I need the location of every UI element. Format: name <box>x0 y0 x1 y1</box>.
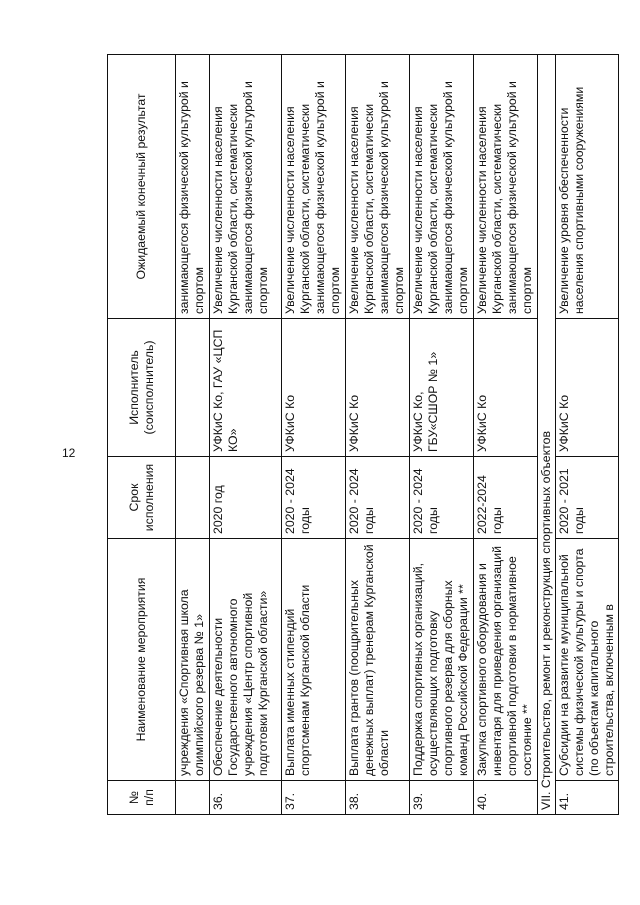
cell-result: Увеличение численности населения Курганской области, систематически занимающегося физической культурой и спортом <box>282 55 346 319</box>
cell-name: Поддержка спортивных организаций, осуществляющих подготовку спортивного резерва для сборных команд Российской Федерации ** <box>410 539 474 781</box>
cell-term: 2020 - 2021 годы <box>556 457 619 539</box>
table-row <box>474 55 538 815</box>
cell-name: Обеспечение деятельности Государственного автономного учреждения «Центр спортивной подготовки Курганской области» <box>210 539 282 781</box>
cell-name: Выплата грантов (поощрительных денежных выплат) тренерам Курганской области <box>346 539 410 781</box>
cell-executor <box>176 319 210 457</box>
table-row <box>410 55 474 815</box>
page-number: 12 <box>62 446 76 460</box>
cell-executor: УФКиС Ко <box>346 319 410 457</box>
cell-result: Увеличение уровня обеспеченности населения спортивными сооружениями <box>556 55 619 319</box>
section-row <box>538 55 556 815</box>
cell-result: занимающегося физической культурой и спортом <box>176 55 210 319</box>
cell-name: Закупка спортивного оборудования и инвентаря для приведения организаций спортивной подготовки в нормативное состояние ** <box>474 539 538 781</box>
cell-executor: УФКиС Ко, ГБУ«СШОР № 1» <box>410 319 474 457</box>
table-header-row <box>108 55 176 815</box>
cell-result: Увеличение численности населения Курганской области, систематически занимающегося физической культурой и спортом <box>474 55 538 319</box>
section-heading: VII. Строительство, ремонт и реконструкция спортивных объектов <box>538 55 556 815</box>
cell-term: 2022-2024 годы <box>474 457 538 539</box>
table-row <box>282 55 346 815</box>
header-name: Наименование мероприятия <box>108 539 176 781</box>
cell-name: Выплата именных стипендий спортсменам Курганской области <box>282 539 346 781</box>
cell-name: Субсидии на развитие муниципальной системы физической культуры и спорта (по объектам капитального строительства, включенным в <box>556 539 619 781</box>
cell-num: 39. <box>410 781 474 815</box>
header-num: № п/п <box>108 781 176 815</box>
cell-num <box>176 781 210 815</box>
header-term: Срок исполнения <box>108 457 176 539</box>
cell-term: 2020 - 2024 годы <box>410 457 474 539</box>
cell-name: учреждения «Спортивная школа олимпийского резерва № 1» <box>176 539 210 781</box>
events-table <box>107 54 619 815</box>
table-row <box>210 55 282 815</box>
table-row <box>176 55 210 815</box>
table-row <box>556 55 619 815</box>
cell-term: 2020 - 2024 годы <box>282 457 346 539</box>
cell-result: Увеличение численности населения Курганской области, систематически занимающегося физической культурой и спортом <box>410 55 474 319</box>
cell-executor: УФКиС Ко <box>556 319 619 457</box>
cell-term <box>176 457 210 539</box>
header-result: Ожидаемый конечный результат <box>108 55 176 319</box>
header-executor: Исполнитель (соисполнитель) <box>108 319 176 457</box>
table-row <box>346 55 410 815</box>
cell-result: Увеличение численности населения Курганской области, систематически занимающегося физической культурой и спортом <box>346 55 410 319</box>
cell-num: 38. <box>346 781 410 815</box>
cell-result: Увеличение численности населения Курганской области, систематически занимающегося физической культурой и спортом <box>210 55 282 319</box>
cell-executor: УФКиС Ко, ГАУ «ЦСП КО» <box>210 319 282 457</box>
cell-term: 2020 год <box>210 457 282 539</box>
cell-num: 37. <box>282 781 346 815</box>
rotated-table-container <box>107 55 616 815</box>
cell-num: 41. <box>556 781 619 815</box>
cell-num: 36. <box>210 781 282 815</box>
cell-num: 40. <box>474 781 538 815</box>
cell-executor: УФКиС Ко <box>282 319 346 457</box>
cell-executor: УФКиС Ко <box>474 319 538 457</box>
cell-term: 2020 - 2024 годы <box>346 457 410 539</box>
